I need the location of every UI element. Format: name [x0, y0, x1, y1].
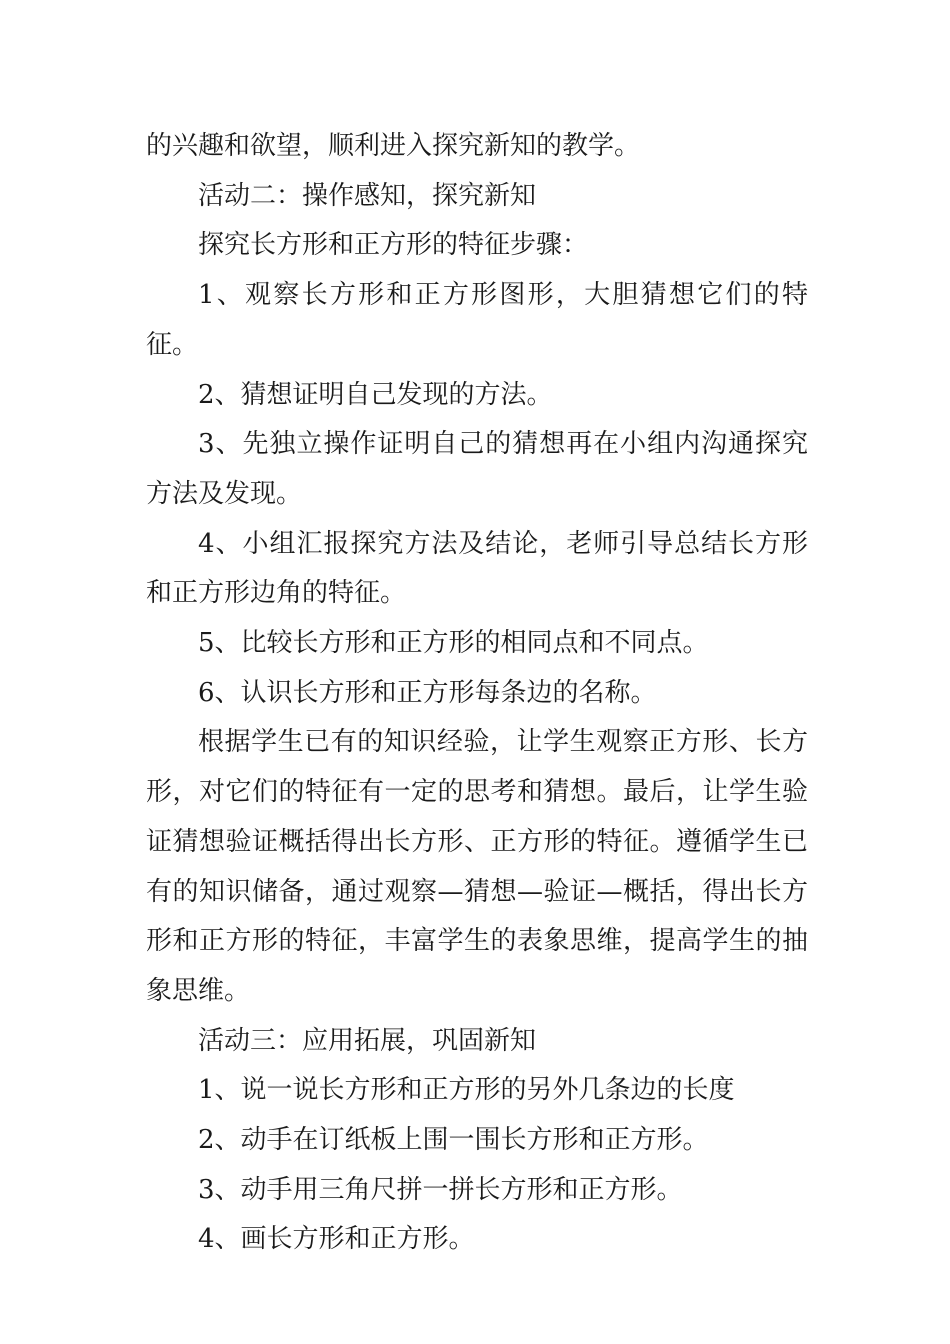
list-item-task-4: 4、画长方形和正方形。: [198, 1224, 475, 1255]
heading-activity-two: 活动二：操作感知，探究新知: [198, 180, 537, 211]
list-item-step-1: 1、观察长方形和正方形图形，大胆猜想它们的特征。: [146, 280, 808, 360]
list-item-step-2: 2、猜想证明自己发现的方法。: [198, 379, 553, 410]
list-item-task-1: 1、说一说长方形和正方形的另外几条边的长度: [198, 1075, 735, 1106]
list-item-task-2: 2、动手在订纸板上围一围长方形和正方形。: [198, 1125, 709, 1156]
paragraph-steps-intro: 探究长方形和正方形的特征步骤：: [198, 230, 589, 261]
document-body: [146, 122, 808, 1265]
list-item-step-6: 6、认识长方形和正方形每条边的名称。: [198, 677, 657, 708]
list-item-step-4: 4、小组汇报探究方法及结论，老师引导总结长方形和正方形边角的特征。: [146, 528, 808, 609]
list-item-task-3: 3、动手用三角尺拼一拼长方形和正方形。: [198, 1174, 683, 1205]
list-item-step-3: 3、先独立操作证明自己的猜想再在小组内沟通探究方法及发现。: [146, 429, 808, 509]
paragraph-intro-continuation: 的兴趣和欲望，顺利进入探究新知的教学。: [146, 131, 641, 161]
heading-activity-three: 活动三：应用拓展，巩固新知: [198, 1025, 537, 1056]
list-item-step-5: 5、比较长方形和正方形的相同点和不同点。: [198, 628, 709, 659]
paragraph-explanation: 根据学生已有的知识经验，让学生观察正方形、长方形，对它们的特征有一定的思考和猜想。最后，让学生验证猜想验证概括得出长方形、正方形的特征。遵循学生已有的知识储备，通过观察—猜想—验证—概括，得出长方形和正方形的特征，丰富学生的表象思维，提高学生的抽象思维。: [146, 727, 808, 1006]
